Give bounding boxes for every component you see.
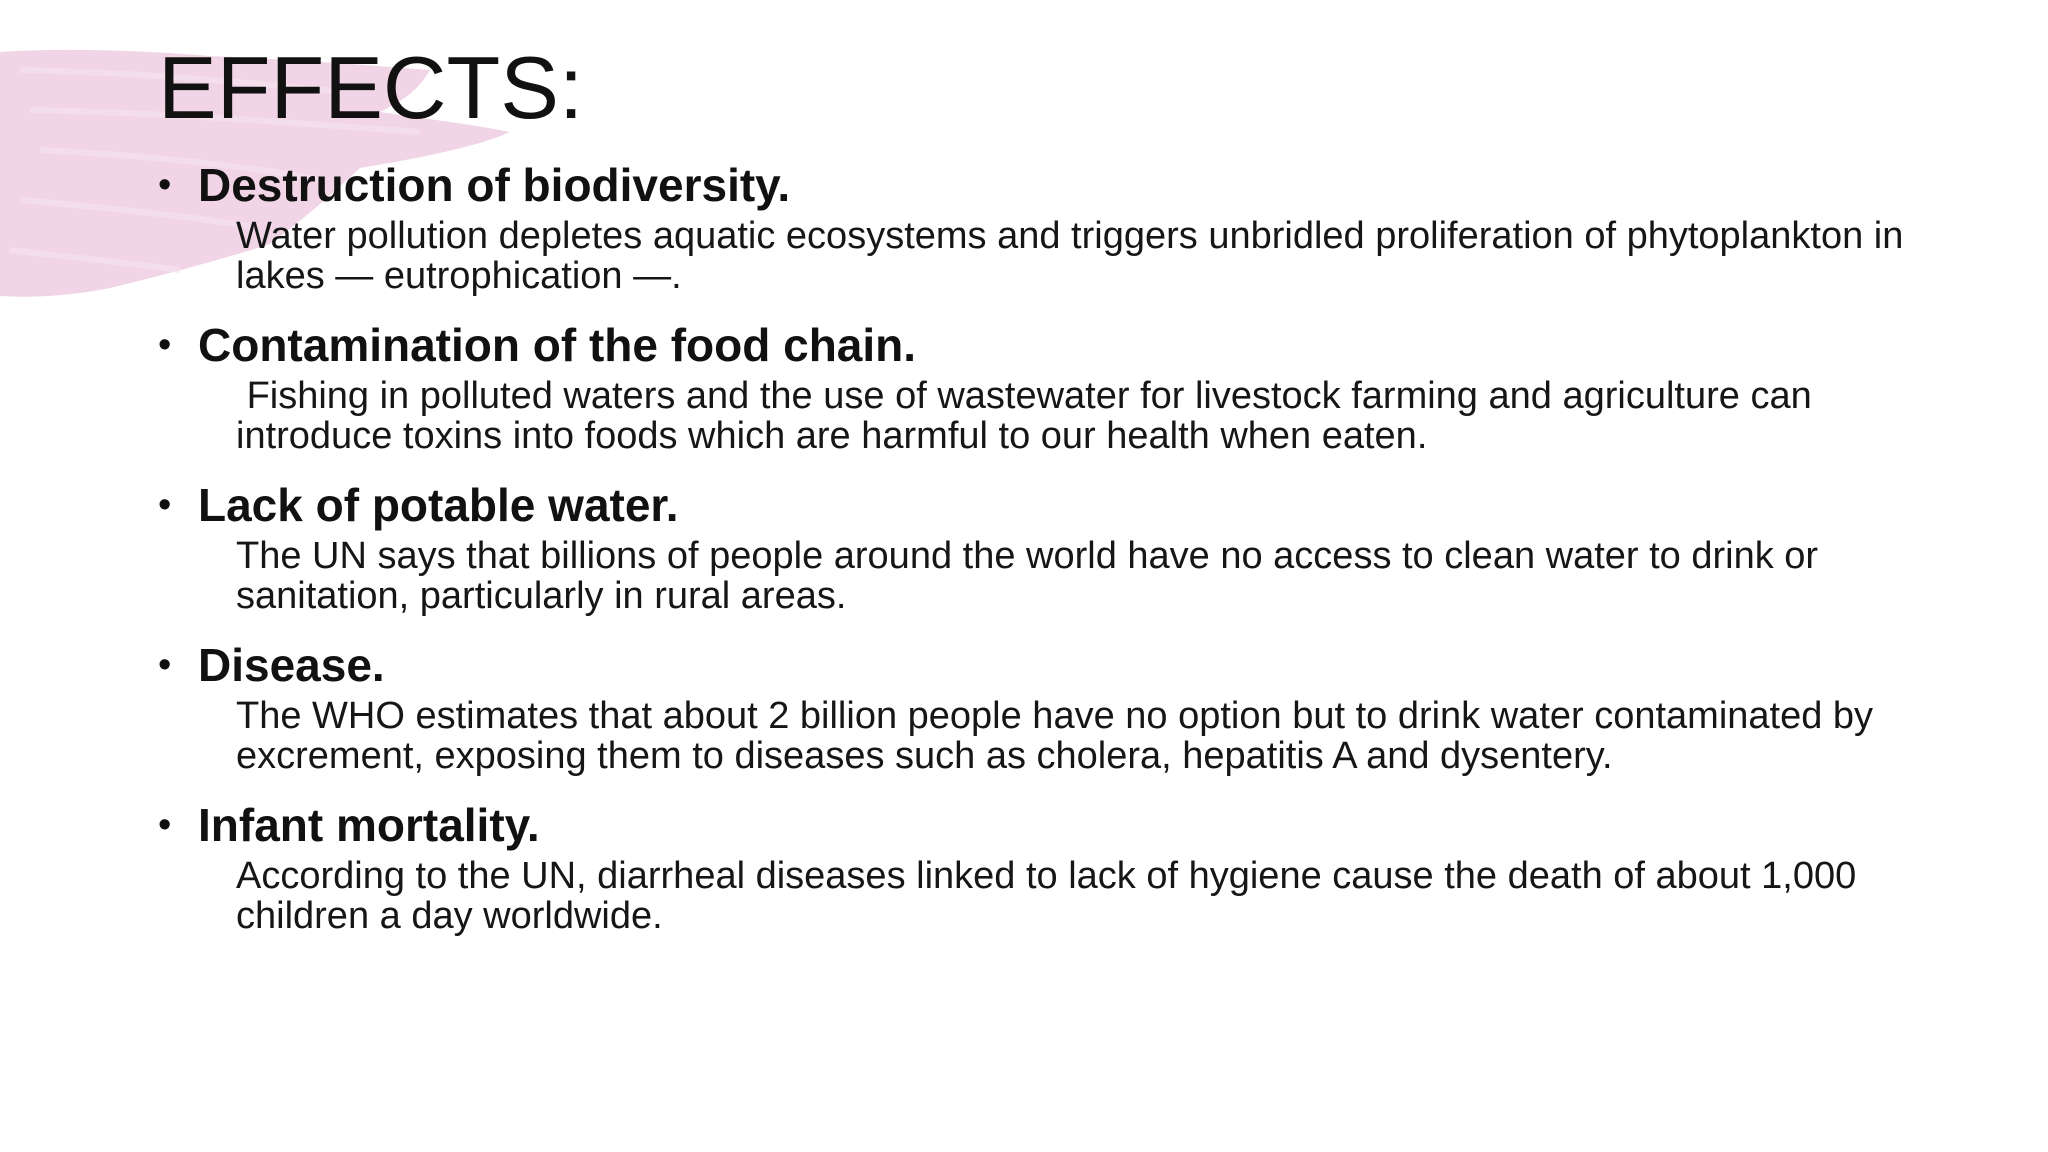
effect-description-food-chain: Fishing in polluted waters and the use of wastewater for livestock farming and agriculture can introduce toxins into foods which are harmful to our health when eaten.: [236, 375, 1823, 457]
effect-heading-text: Lack of potable water.: [198, 479, 679, 531]
effect-heading-text: Destruction of biodiversity.: [198, 159, 791, 211]
effect-heading-biodiversity: [158, 158, 1918, 212]
effect-description-biodiversity: Water pollution depletes aquatic ecosystems and triggers unbridled proliferation of phytoplankton in lakes — eutrophication —.: [236, 215, 1904, 297]
bullet-icon: •: [158, 644, 172, 686]
bullet-icon: •: [158, 324, 172, 366]
slide-title: EFFECTS:: [158, 38, 584, 137]
effect-item-biodiversity: [158, 158, 1918, 296]
effect-description-disease: The WHO estimates that about 2 billion people have no option but to drink water contaminated by excrement, exposing them to diseases such as cholera, hepatitis A and dysentery.: [236, 695, 1874, 777]
bullet-icon: •: [158, 484, 172, 526]
effect-heading-disease: [158, 638, 1918, 692]
slide-content: [158, 38, 1918, 958]
effect-heading-text: Disease.: [198, 639, 385, 691]
bullet-icon: •: [158, 164, 172, 206]
effect-item-infant-mortality: [158, 798, 1918, 936]
effect-heading-infant-mortality: [158, 798, 1918, 852]
bullet-icon: •: [158, 804, 172, 846]
effect-item-disease: [158, 638, 1918, 776]
effect-heading-food-chain: [158, 318, 1918, 372]
effect-item-food-chain: [158, 318, 1918, 456]
effect-heading-potable-water: [158, 478, 1918, 532]
effect-heading-text: Infant mortality.: [198, 799, 540, 851]
effect-heading-text: Contamination of the food chain.: [198, 319, 917, 371]
effects-list: [158, 158, 1918, 936]
effect-description-infant-mortality: According to the UN, diarrheal diseases linked to lack of hygiene cause the death of about 1,000 children a day worldwide.: [236, 855, 1857, 937]
effect-description-potable-water: The UN says that billions of people around the world have no access to clean water to drink or sanitation, particularly in rural areas.: [236, 535, 1819, 617]
effect-item-potable-water: [158, 478, 1918, 616]
